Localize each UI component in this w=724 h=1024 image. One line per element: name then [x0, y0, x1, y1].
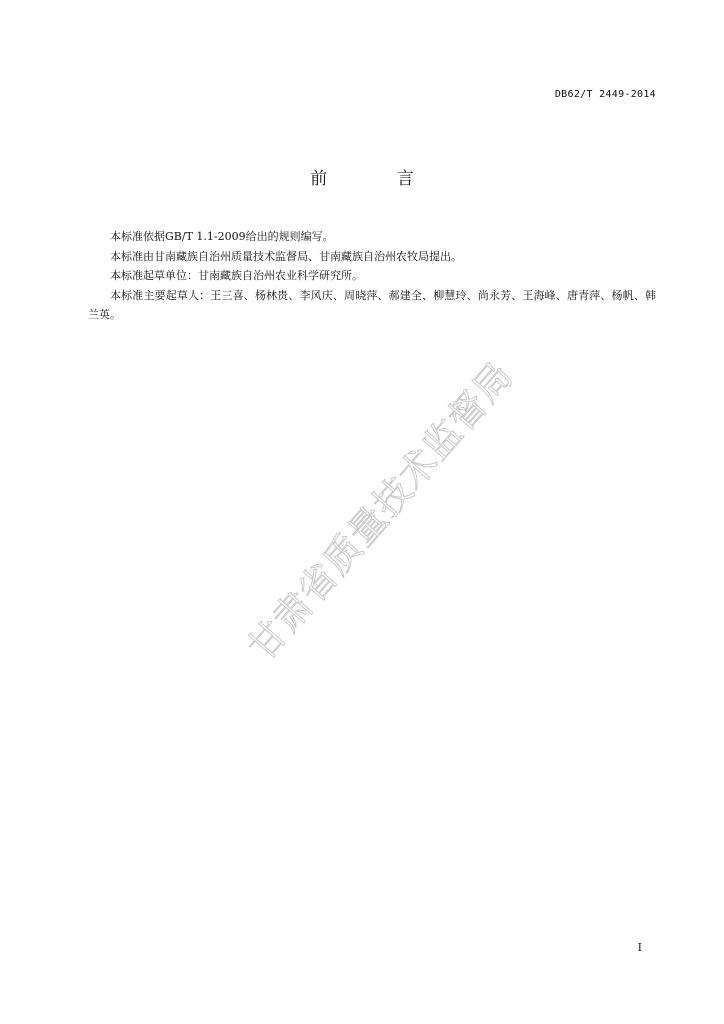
- document-code: DB62/T 2449-2014: [554, 89, 656, 100]
- paragraph-drafting-unit: 本标准起草单位：甘南藏族自治州农业科学研究所。: [110, 269, 363, 282]
- page-title: 前 言: [310, 169, 446, 189]
- page-number: I: [637, 941, 642, 954]
- paragraph-drafters: 本标准主要起草人：王三喜、杨林贵、李风庆、周晓萍、郝建全、柳慧玲、尚永芳、王海峰、唐青萍、杨帆、韩兰英。: [88, 288, 656, 321]
- foreword-body: [88, 227, 656, 325]
- watermark: 甘肃省质量技术监督局: [239, 353, 522, 669]
- paragraph-drafting-rules: 本标准依据GB/T 1.1-2009给出的规则编写。: [110, 230, 334, 243]
- paragraph-proposer: 本标准由甘南藏族自治州质量技术监督局、甘南藏族自治州农牧局提出。: [110, 249, 462, 263]
